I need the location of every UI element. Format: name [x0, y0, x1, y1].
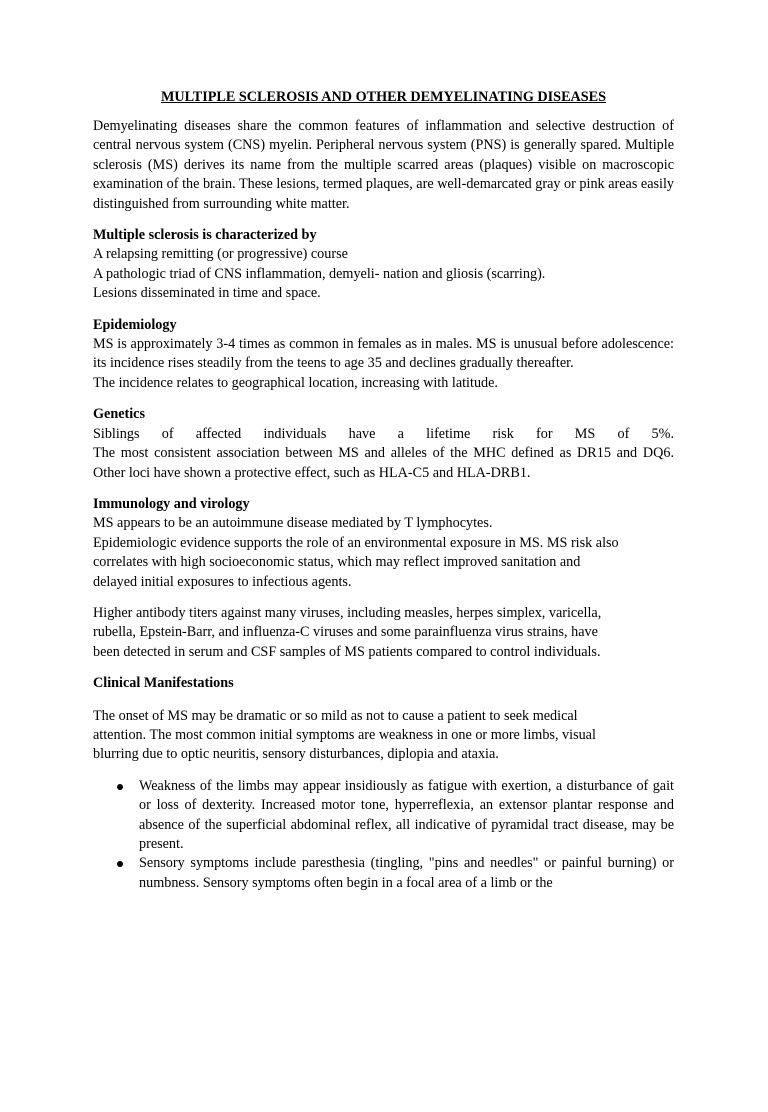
text-line: Epidemiologic evidence supports the role of an environmental exposure in MS. MS risk also [93, 534, 619, 551]
section-clinical [93, 674, 674, 893]
section-heading: Multiple sclerosis is characterized by [93, 227, 317, 244]
section-heading: Clinical Manifestations [93, 675, 234, 692]
list-item: Sensory symptoms include paresthesia (tingling, "pins and needles" or painful burning) or numbness. Sensory symptoms often begin in a focal area of a limb or the [139, 854, 674, 893]
text-line: Lesions disseminated in time and space. [93, 285, 321, 302]
text-line: correlates with high socioeconomic status, which may reflect improved sanitation and [93, 554, 581, 571]
text-line: attention. The most common initial symptoms are weakness in one or more limbs, visual [93, 726, 596, 743]
section-epidemiology [93, 316, 674, 394]
text-line: delayed initial exposures to infectious agents. [93, 573, 352, 590]
text-line: The incidence relates to geographical location, increasing with latitude. [93, 374, 498, 391]
text-line: blurring due to optic neuritis, sensory disturbances, diplopia and ataxia. [93, 746, 499, 763]
text-line: MS appears to be an autoimmune disease mediated by T lymphocytes. [93, 515, 493, 532]
paragraph: The most consistent association between MS and alleles of the MHC defined as DR15 and DQ6. Other loci have shown a protective effect, such as HLA-C5 and HLA-DRB1. [93, 445, 674, 481]
document-page [0, 88, 768, 1112]
text-line: A relapsing remitting (or progressive) course [93, 246, 348, 263]
intro-paragraph: Demyelinating diseases share the common features of inflammation and selective destruction of central nervous system (CNS) myelin. Peripheral nervous system (PNS) is generally spared. Multiple sclerosis (MS) derives its name from the multiple scarred areas (plaques) visible on macroscopic examination of the brain. These lesions, termed plaques, are well-demarcated gray or pink areas easily distinguished from surrounding white matter. [93, 118, 674, 212]
section-heading: Immunology and virology [93, 495, 250, 512]
symptom-list [93, 777, 674, 893]
text-line: The onset of MS may be dramatic or so mild as not to cause a patient to seek medical [93, 707, 578, 724]
text-line: A pathologic triad of CNS inflammation, demyeli- nation and gliosis (scarring). [93, 265, 546, 282]
list-item: Weakness of the limbs may appear insidiously as fatigue with exertion, a disturbance of gait or loss of dexterity. Increased motor tone, hyperreflexia, an extensor plantar response and absence of the superficial abdominal reflex, all indicative of pyramidal tract disease, may be present. [139, 777, 674, 855]
section-heading: Epidemiology [93, 316, 177, 333]
section-heading: Genetics [93, 406, 146, 423]
section-characterized [93, 226, 674, 304]
text-line: Higher antibody titers against many viruses, including measles, herpes simplex, varicella, [93, 604, 602, 621]
text-line: rubella, Epstein-Barr, and influenza-C viruses and some parainfluenza virus strains, have [93, 624, 598, 641]
document-title: MULTIPLE SCLEROSIS AND OTHER DEMYELINATING DISEASES [160, 89, 607, 105]
text-line: been detected in serum and CSF samples of MS patients compared to control individuals. [93, 643, 601, 660]
paragraph: MS is approximately 3-4 times as common in females as in males. MS is unusual before adolescence: its incidence rises steadily from the teens to age 35 and declines gradually thereafter. [93, 336, 674, 372]
section-immunology [93, 495, 674, 662]
paragraph: Siblings of affected individuals have a lifetime risk for MS of 5%. [93, 425, 674, 442]
section-genetics [93, 405, 674, 483]
